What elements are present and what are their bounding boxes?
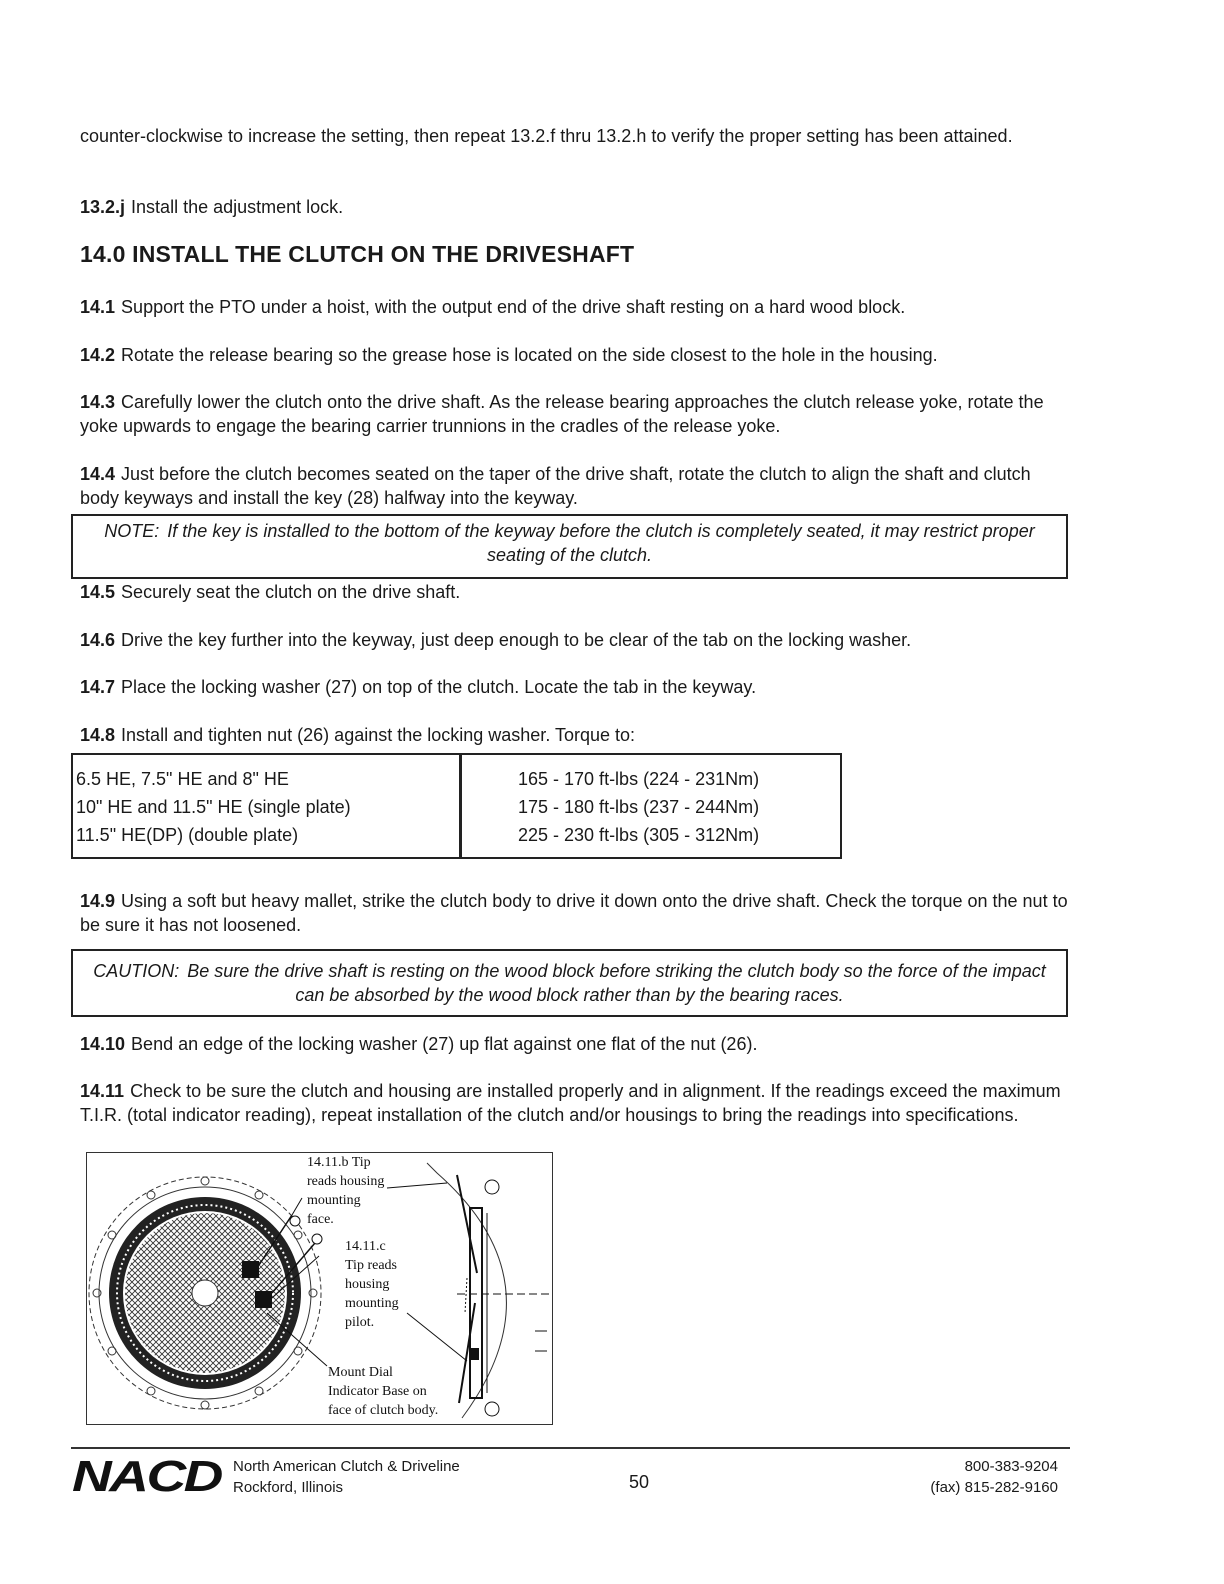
step-number: 14.5 — [80, 582, 116, 602]
label-line: Indicator Base on — [328, 1384, 427, 1399]
page-number: 50 — [629, 1472, 650, 1492]
step-number: 14.8 — [80, 725, 116, 745]
label-line: face. — [307, 1212, 334, 1227]
step-14-7 — [80, 675, 1070, 699]
step-text: Check to be sure the clutch and housing are installed properly and in alignment. If the readings exceed the maximum T.I.R. (total indicator reading), repeat installation of the clutch and/or housings to bring the readings into specifications. — [80, 1081, 1061, 1125]
step-14-4 — [80, 462, 1070, 510]
model-column — [72, 754, 461, 858]
step-number: 14.4 — [80, 464, 116, 484]
label-line: 14.11.c — [345, 1239, 386, 1254]
indicator-block — [255, 1291, 272, 1308]
label-14-11-c — [345, 1237, 399, 1332]
step-14-2 — [80, 343, 1070, 367]
step-13-2-j — [80, 195, 1070, 219]
step-number: 14.3 — [80, 392, 116, 412]
caution-text: Be sure the drive shaft is resting on the wood block before striking the clutch body so the force of the impact can be absorbed by the wood block rather than by the bearing races. — [187, 961, 1046, 1005]
step-14-5 — [80, 580, 1070, 604]
torque-cell: 175 - 180 ft-lbs (237 - 244Nm) — [518, 797, 760, 817]
label-line: mounting — [345, 1296, 399, 1311]
step-14-3 — [80, 390, 1070, 438]
note-text: If the key is installed to the bottom of the keyway before the clutch is completely seated, it may restrict proper seating of the clutch. — [167, 521, 1035, 565]
step-text: Securely seat the clutch on the drive shaft. — [121, 582, 461, 602]
torque-table-body — [72, 754, 841, 858]
footer-divider — [71, 1447, 1070, 1449]
dial-indicator-bottom — [485, 1402, 499, 1416]
indicator-block — [242, 1261, 259, 1278]
step-text: Place the locking washer (27) on top of the clutch. Locate the tab in the keyway. — [121, 677, 757, 697]
label-line: Tip reads — [345, 1258, 397, 1273]
label-line: mounting — [307, 1193, 361, 1208]
step-text: Support the PTO under a hoist, with the output end of the drive shaft resting on a hard wood block. — [121, 297, 906, 317]
dial-indicator-diagram — [86, 1152, 553, 1425]
step-number: 14.7 — [80, 677, 116, 697]
torque-column — [461, 754, 842, 858]
step-14-1 — [80, 295, 1070, 319]
note-box — [71, 514, 1068, 579]
step-text: Using a soft but heavy mallet, strike the clutch body to drive it down onto the drive shaft. Check the torque on the nut to be sure it has not loosened. — [80, 891, 1068, 935]
label-line: housing — [345, 1277, 390, 1292]
label-mount-dial — [328, 1363, 438, 1420]
step-number: 14.6 — [80, 630, 116, 650]
step-14-10 — [80, 1032, 1070, 1056]
company-name: North American Clutch & Driveline — [233, 1458, 460, 1475]
contact-numbers — [930, 1456, 1058, 1498]
step-14-9 — [80, 889, 1070, 937]
caution-box — [71, 949, 1068, 1017]
step-14-6 — [80, 628, 1070, 652]
model-cell: 11.5" HE(DP) (double plate) — [76, 825, 299, 845]
step-number: 13.2.j — [80, 197, 126, 217]
label-line: 14.11.b Tip — [307, 1155, 371, 1170]
nacd-logo: NACD — [72, 1452, 221, 1501]
step-text: Bend an edge of the locking washer (27) up flat against one flat of the nut (26). — [131, 1034, 758, 1054]
label-line: pilot. — [345, 1315, 375, 1330]
step-number: 14.2 — [80, 345, 116, 365]
step-text: Install and tighten nut (26) against the locking washer. Torque to: — [121, 725, 636, 745]
phone-number: 800-383-9204 — [964, 1458, 1058, 1475]
step-14-8 — [80, 723, 1070, 747]
step-number: 14.9 — [80, 891, 116, 911]
step-number: 14.10 — [80, 1034, 126, 1054]
section-title: 14.0 INSTALL THE CLUTCH ON THE DRIVESHAFT — [80, 241, 635, 267]
step-text: Drive the key further into the keyway, just deep enough to be clear of the tab on the locking washer. — [121, 630, 912, 650]
continuation-text: counter-clockwise to increase the setting, then repeat 13.2.f thru 13.2.h to verify the proper setting has been attained. — [80, 126, 1013, 146]
shaft-bore — [192, 1280, 218, 1306]
step-number: 14.11 — [80, 1081, 125, 1101]
dial-indicator-top — [485, 1180, 499, 1194]
step-text: Rotate the release bearing so the grease hose is located on the side closest to the hole in the housing. — [121, 345, 938, 365]
torque-cell: 225 - 230 ft-lbs (305 - 312Nm) — [518, 825, 760, 845]
label-line: face of clutch body. — [328, 1403, 439, 1418]
step-number: 14.1 — [80, 297, 116, 317]
step-text: Carefully lower the clutch onto the drive shaft. As the release bearing approaches the clutch release yoke, rotate the yoke upwards to engage the bearing carrier trunnions in the cradles of the release yoke. — [80, 392, 1044, 436]
label-line: Mount Dial — [328, 1365, 393, 1380]
step-text: Install the adjustment lock. — [131, 197, 344, 217]
step-text: Just before the clutch becomes seated on the taper of the drive shaft, rotate the clutch to align the shaft and clutch body keyways and install the key (28) halfway into the keyway. — [80, 464, 1031, 508]
side-view-clutch — [470, 1208, 482, 1398]
step-14-11 — [80, 1079, 1070, 1127]
company-info — [233, 1456, 460, 1498]
label-14-11-b — [307, 1153, 384, 1229]
caution-label: CAUTION: — [93, 961, 180, 981]
torque-table — [71, 753, 842, 859]
company-location: Rockford, Illinois — [233, 1479, 344, 1496]
label-line: reads housing — [307, 1174, 385, 1189]
fax-number: (fax) 815-282-9160 — [930, 1479, 1058, 1496]
model-cell: 6.5 HE, 7.5" HE and 8" HE — [76, 769, 289, 789]
model-cell: 10" HE and 11.5" HE (single plate) — [76, 797, 351, 817]
note-label: NOTE: — [104, 521, 160, 541]
continuation-paragraph — [80, 124, 1070, 148]
torque-cell: 165 - 170 ft-lbs (224 - 231Nm) — [518, 769, 760, 789]
